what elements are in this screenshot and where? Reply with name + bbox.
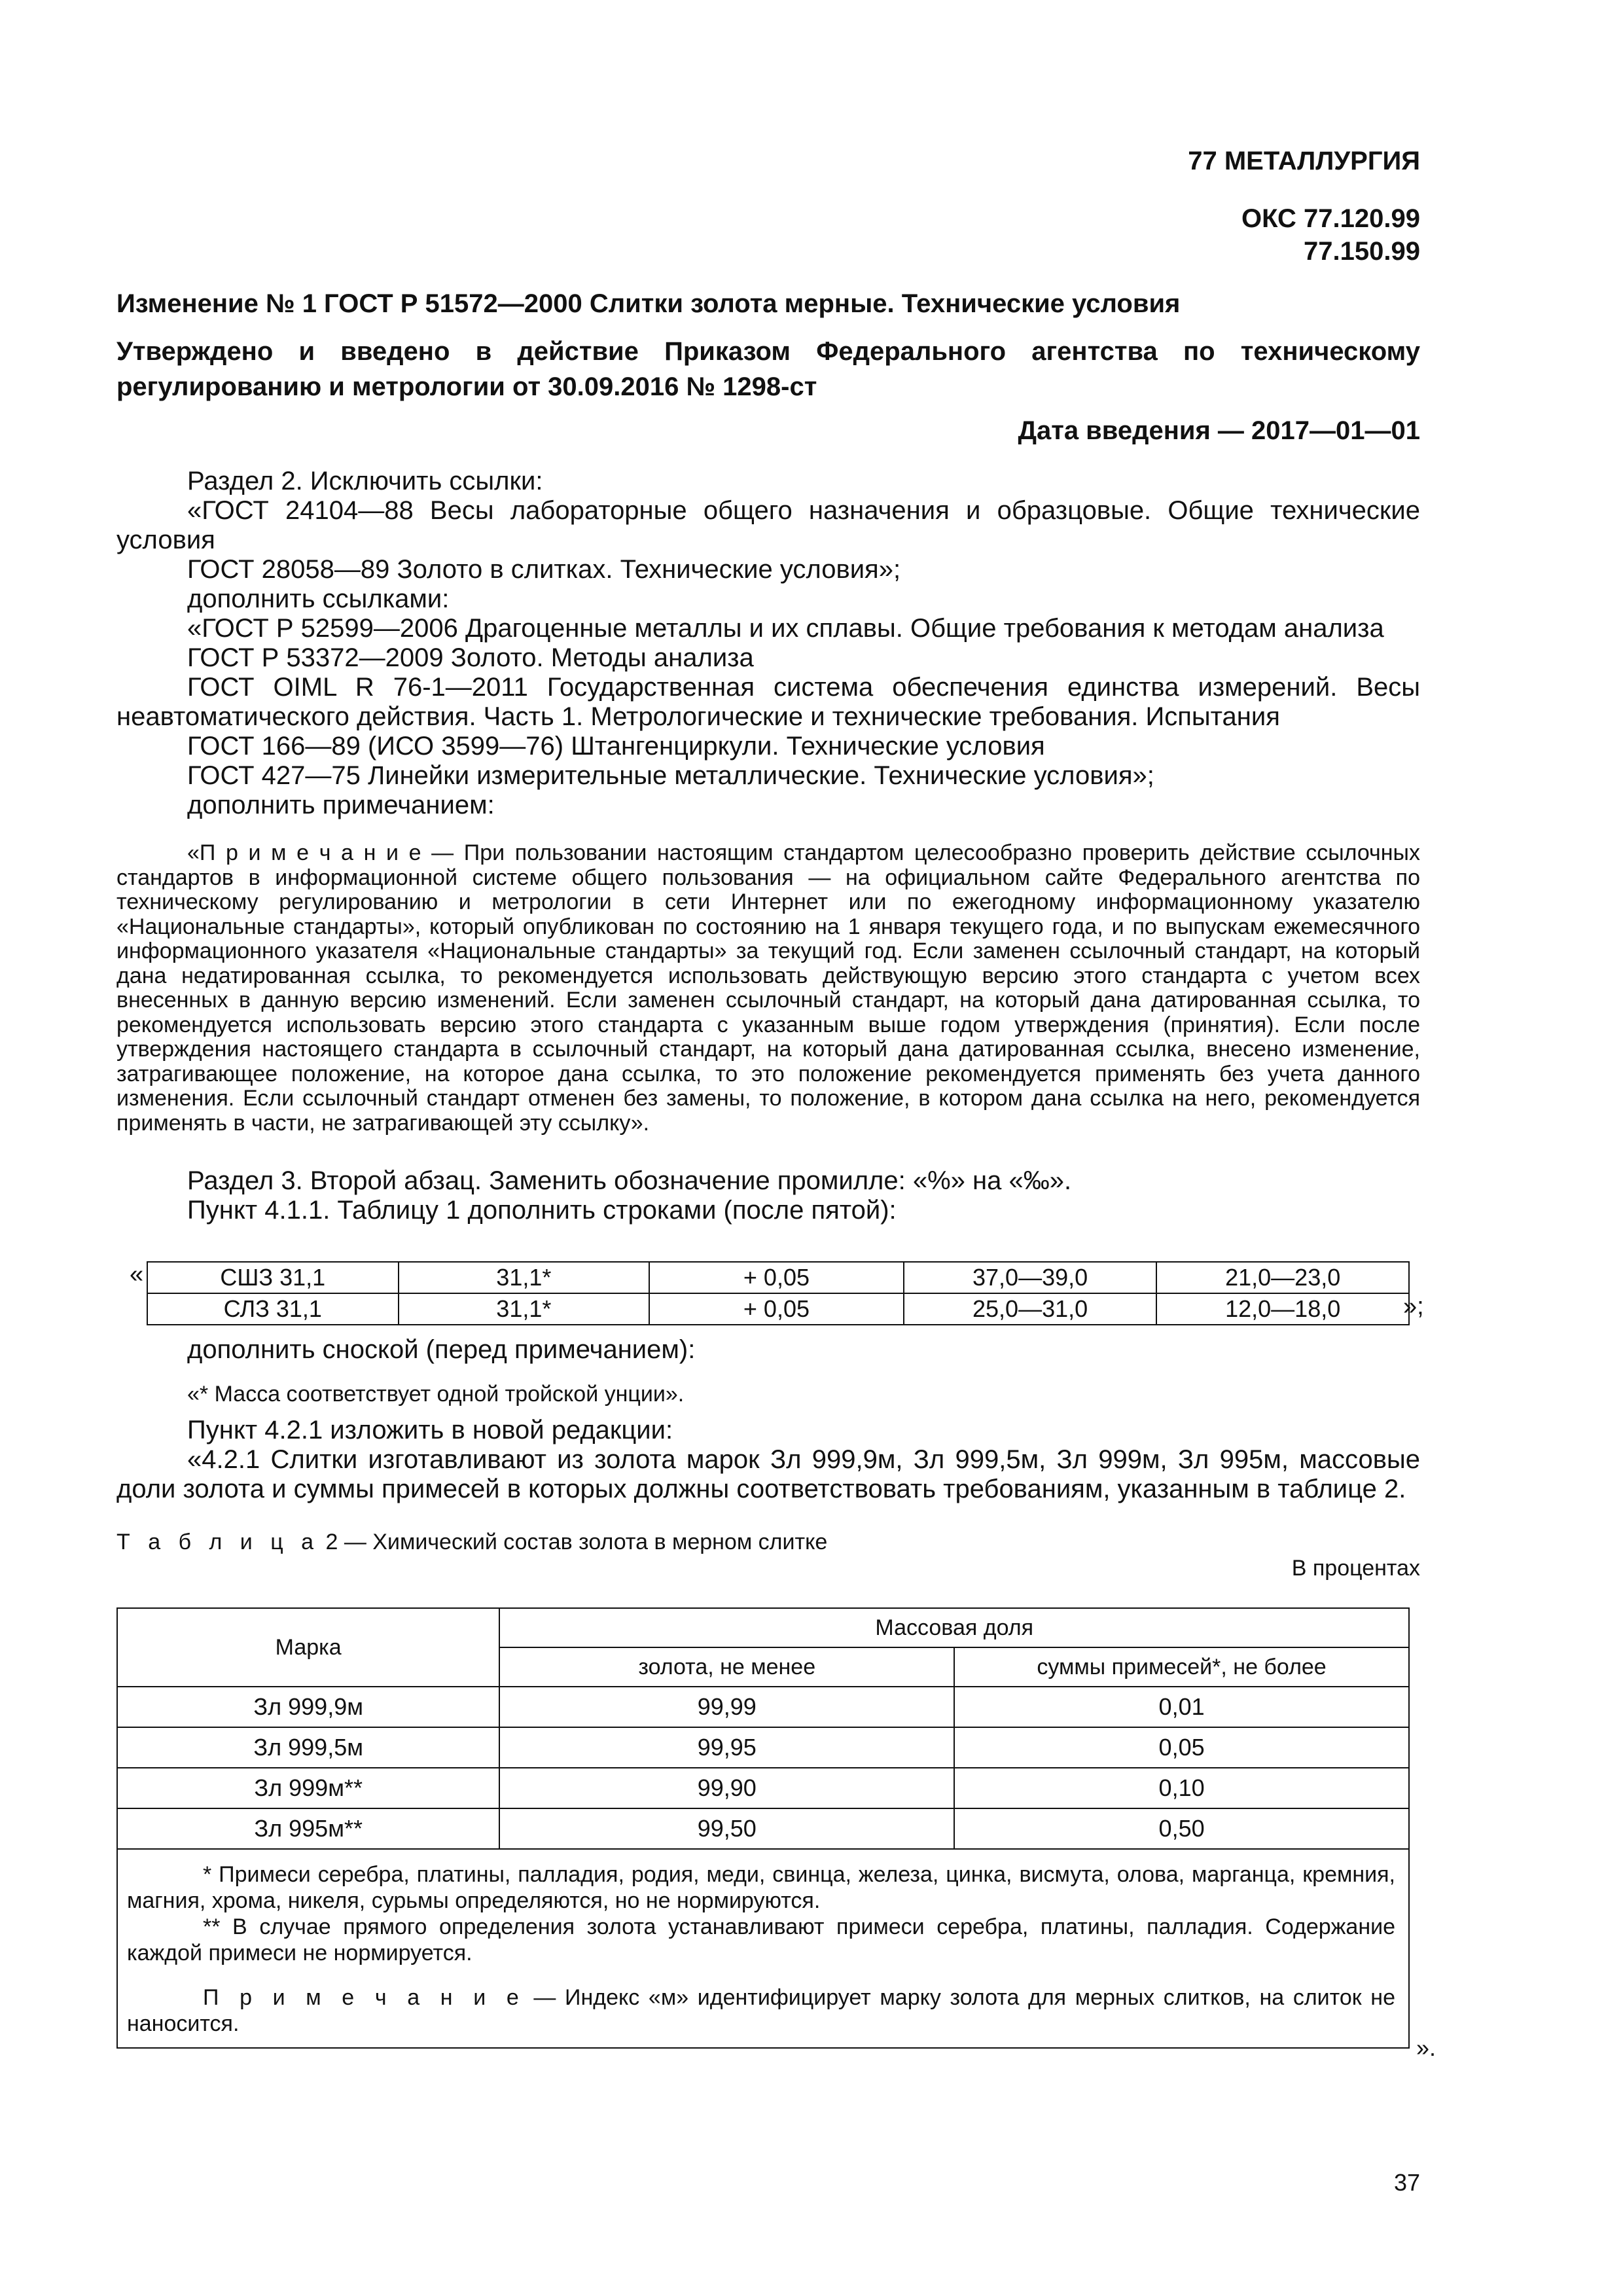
column-header-group: Массовая доля <box>499 1608 1409 1647</box>
reference-note <box>116 841 1420 1136</box>
table-notes-row <box>117 1849 1409 2048</box>
table2-caption <box>116 1530 827 1555</box>
table1-open-quote: « <box>130 1261 144 1288</box>
section2-add4: ГОСТ 166—89 (ИСО 3599—76) Штангенциркули. Технические условия <box>187 732 1045 761</box>
table2-close-quote: ». <box>1416 2034 1436 2061</box>
table2-note <box>127 1984 1395 2037</box>
table-cell: СЛЗ 31,1 <box>147 1293 399 1325</box>
table-row <box>117 1808 1409 1849</box>
oks-code-1: ОКС 77.120.99 <box>1241 204 1420 233</box>
page-number: 37 <box>1393 2169 1420 2196</box>
section2-ref1: «ГОСТ 24104—88 Весы лабораторные общего назначения и образцовые. Общие технические условия <box>116 496 1420 554</box>
column-header-gold: золота, не менее <box>499 1647 954 1687</box>
table-cell: 99,90 <box>499 1768 954 1808</box>
table-row <box>117 1727 1409 1768</box>
table2-footnote-2: ** В случае прямого определения золота устанавливают примеси серебра, платины, палладия. Содержание каждой примеси не нормируется. <box>127 1914 1395 1965</box>
section3-change: Раздел 3. Второй абзац. Заменить обозначение промилле: «%» на «‰». <box>187 1166 1072 1195</box>
table-cell: 0,50 <box>954 1808 1409 1849</box>
table-cell: 31,1* <box>399 1262 650 1293</box>
table-row <box>147 1262 1409 1293</box>
section2-add1: «ГОСТ Р 52599—2006 Драгоценные металлы и их сплавы. Общие требования к методам анализа <box>187 614 1384 643</box>
column-header-mark: Марка <box>117 1608 499 1687</box>
point-421: Пункт 4.2.1 изложить в новой редакции: <box>187 1416 673 1444</box>
table-cell: 12,0—18,0 <box>1156 1293 1409 1325</box>
table-cell: Зл 995м** <box>117 1808 499 1849</box>
section2-ref2: ГОСТ 28058—89 Золото в слитках. Технические условия»; <box>187 555 901 584</box>
reference-note-text: — При пользовании настоящим стандартом целесообразно проверить действие ссылочных стандартов в информационной системе общего пользования — на официальном сайте Федерального агентства по техническому регулированию и метрологии в сети Интернет или по ежегодному информационному указателю «Национальные стандарты», который опубликован по состоянию на 1 января текущего года, и по выпускам ежемесячного информационного указателя «Национальные стандарты» за текущий год. Если заменен ссылочный стандарт, на который дана недатированная ссылка, то рекомендуется использовать действующую версию этого стандарта с учетом всех внесенных в данную версию изменений. Если заменен ссылочный стандарт, на который дана датированная ссылка, то рекомендуется использовать версию этого стандарта с указанным выше годом утверждения (принятия). Если после утверждения настоящего стандарта в ссылочный стандарт, на который дана датированная ссылка, внесено изменение, затрагивающее положение, на которое дана ссылка, то это положение рекомендуется применять без учета данного изменения. Если ссылочный стандарт отменен без замены, то положение, в котором дана ссылка на него, рекомендуется применять в части, не затрагивающей эту ссылку». <box>116 840 1420 1136</box>
table-cell: 31,1* <box>399 1293 650 1325</box>
table1-close-quote: »; <box>1403 1293 1424 1320</box>
table-cell: 25,0—31,0 <box>904 1293 1157 1325</box>
table-cell: 37,0—39,0 <box>904 1262 1157 1293</box>
section-heading: 77 МЕТАЛЛУРГИЯ <box>1188 147 1420 175</box>
reference-note-label: «П р и м е ч а н и е <box>187 840 421 865</box>
table-header-row <box>117 1608 1409 1647</box>
footnote-intro: дополнить сноской (перед примечанием): <box>187 1335 696 1364</box>
table2-note-text: — Индекс «м» идентифицирует марку золота для мерных слитков, на слиток не наносится. <box>127 1985 1395 2036</box>
approval-statement: Утверждено и введено в действие Приказом Федерального агентства по техническому регулированию и метрологии от 30.09.2016 № 1298-ст <box>116 337 1420 401</box>
oks-code-2: 77.150.99 <box>1304 237 1420 266</box>
point-421-text: «4.2.1 Слитки изготавливают из золота марок Зл 999,9м, Зл 999,5м, Зл 999м, Зл 995м, массовые доли золота и суммы примесей в которых должны соответствовать требованиям, указанным в таблице 2. <box>116 1445 1420 1503</box>
section2-add5: ГОСТ 427—75 Линейки измерительные металлические. Технические условия»; <box>187 761 1154 790</box>
table-cell: + 0,05 <box>649 1262 904 1293</box>
table2-units: В процентах <box>1291 1556 1420 1581</box>
table2-chemical-composition <box>116 1607 1410 2049</box>
footnote-text: «* Масса соответствует одной тройской унции». <box>187 1382 685 1407</box>
table-cell: 99,95 <box>499 1727 954 1768</box>
table-row <box>117 1687 1409 1727</box>
table2-caption-label: Т а б л и ц а <box>116 1530 320 1554</box>
table2-footnote-1: * Примеси серебра, платины, палладия, родия, меди, свинца, железа, цинка, висмута, олова, марганца, кремния, магния, хрома, никеля, сурьмы определяются, но не нормируются. <box>127 1862 1395 1913</box>
point-411: Пункт 4.1.1. Таблицу 1 дополнить строками (после пятой): <box>187 1196 897 1225</box>
table2-caption-text: 2 — Химический состав золота в мерном слитке <box>319 1530 828 1554</box>
table-cell: + 0,05 <box>649 1293 904 1325</box>
table2-notes <box>117 1849 1409 2048</box>
introduction-date: Дата введения — 2017—01—01 <box>1018 416 1420 445</box>
table-cell: Зл 999м** <box>117 1768 499 1808</box>
table2-note-label: П р и м е ч а н и е <box>203 1985 525 2010</box>
table-cell: 99,50 <box>499 1808 954 1849</box>
table-row <box>117 1768 1409 1808</box>
table-cell: 0,05 <box>954 1727 1409 1768</box>
section2-add3: ГОСТ OIML R 76-1—2011 Государственная система обеспечения единства измерений. Весы неавтоматического действия. Часть 1. Метрологические и технические требования. Испытания <box>116 673 1420 731</box>
table-cell: 21,0—23,0 <box>1156 1262 1409 1293</box>
column-header-impurities: суммы примесей*, не более <box>954 1647 1409 1687</box>
document-title: Изменение № 1 ГОСТ Р 51572—2000 Слитки золота мерные. Технические условия <box>116 289 1181 318</box>
table-cell: 0,01 <box>954 1687 1409 1727</box>
section2-add2: ГОСТ Р 53372—2009 Золото. Методы анализа <box>187 643 754 672</box>
table-cell: 0,10 <box>954 1768 1409 1808</box>
section2-note-intro: дополнить примечанием: <box>187 791 495 819</box>
table-cell: СШЗ 31,1 <box>147 1262 399 1293</box>
section2-intro: Раздел 2. Исключить ссылки: <box>187 467 543 495</box>
table-cell: Зл 999,9м <box>117 1687 499 1727</box>
table1-added-rows <box>147 1261 1410 1325</box>
table-row <box>147 1293 1409 1325</box>
section2-add-intro: дополнить ссылками: <box>187 584 450 613</box>
table-cell: Зл 999,5м <box>117 1727 499 1768</box>
table-cell: 99,99 <box>499 1687 954 1727</box>
